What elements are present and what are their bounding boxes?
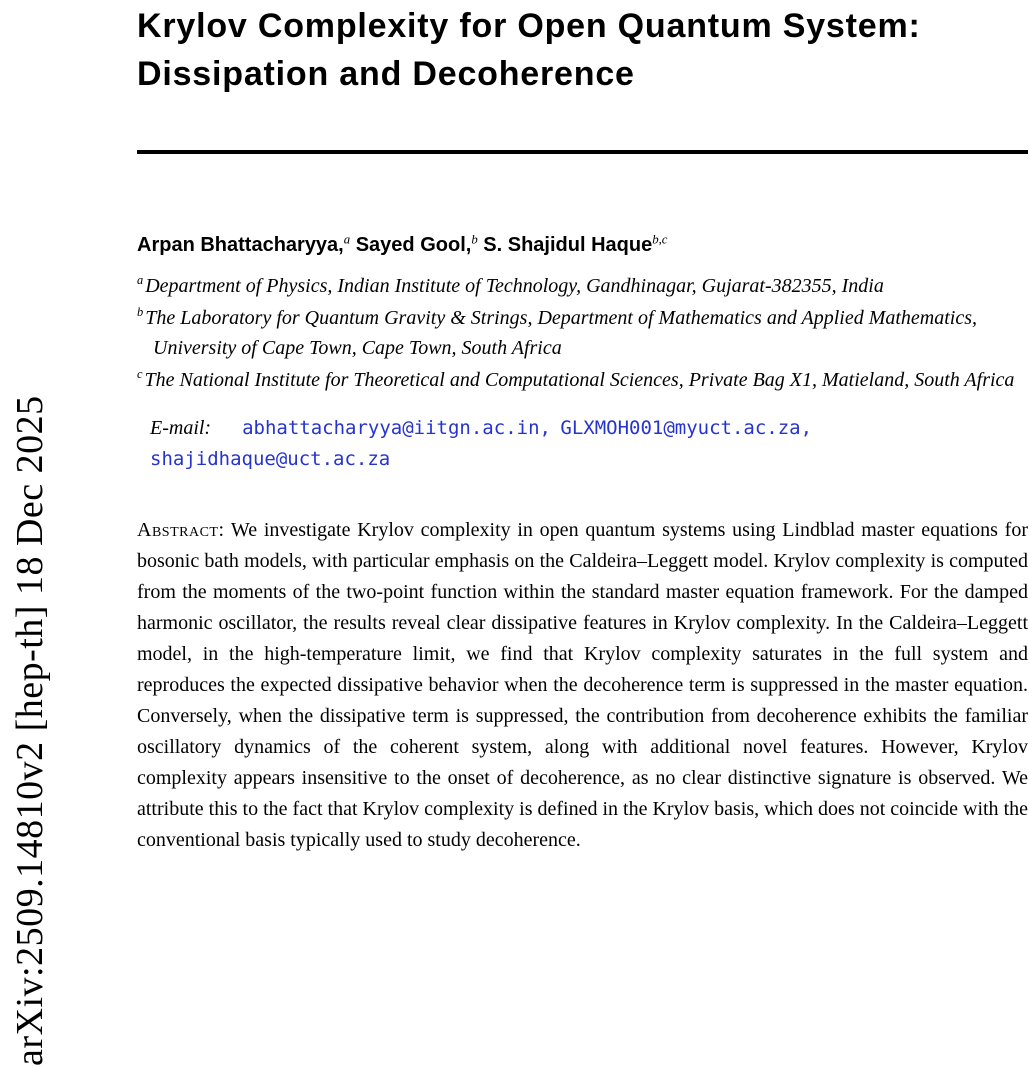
author (356, 234, 478, 256)
author-name: Arpan Bhattacharyya, (137, 234, 344, 256)
affiliation-text: Department of Physics, Indian Institute of Technology, Gandhinagar, Gujarat-382355, India (145, 275, 884, 297)
affiliation-superscript: a (137, 273, 144, 288)
author (483, 234, 667, 256)
abstract-text: We investigate Krylov complexity in open quantum systems using Lindblad master equations for bosonic bath models, with particular emphasis on the Caldeira–Leggett model. Krylov complexity is computed from the moments of the two-point function within the standard master equation framework. For the damped harmonic oscillator, the results reveal clear dissipative features in Krylov complexity. In the Caldeira–Leggett model, in the high-temperature limit, we find that Krylov complexity saturates in the full system and reproduces the expected dissipative behavior when the decoherence term is suppressed in the master equation. Conversely, when the dissipative term is suppressed, the contribution from decoherence exhibits the familiar oscillatory dynamics of the coherent system, along with additional novel features. However, Krylov complexity appears insensitive to the onset of decoherence, as no clear distinctive signature is observed. We attribute this to the fact that Krylov complexity is defined in the Krylov basis, which does not coincide with the conventional basis typically used to study decoherence. (137, 519, 1029, 851)
author-superscript: b (471, 232, 478, 247)
affiliation-item (137, 271, 1028, 301)
affiliation-list (137, 271, 1028, 395)
email-links[interactable]: abhattacharyya@iitgn.ac.in, GLXMOH001@myuct.ac.za, shajidhaque@uct.ac.za (150, 417, 813, 470)
paper-title (137, 2, 1028, 98)
affiliation-item (137, 303, 1028, 363)
author-name: Sayed Gool, (355, 234, 472, 256)
affiliation-text: The National Institute for Theoretical and Computational Sciences, Private Bag X1, Matieland, South Africa (144, 369, 1015, 391)
affiliation-item (137, 365, 1028, 395)
paper-title-line2: Dissipation and Decoherence (137, 55, 635, 93)
email-line (137, 413, 1028, 475)
title-rule (137, 150, 1028, 154)
affiliation-superscript: c (137, 367, 143, 382)
author-name: S. Shajidul Haque (483, 234, 653, 256)
arxiv-watermark: arXiv:2509.14810v2 [hep-th] 18 Dec 2025 (9, 395, 51, 1066)
paper-title-line1: Krylov Complexity for Open Quantum System: (137, 7, 921, 45)
abstract-label: Abstract: (137, 519, 225, 541)
email-label: E-mail: (150, 417, 212, 439)
author-superscript: a (343, 232, 351, 247)
author-line (137, 232, 1028, 258)
affiliation-superscript: b (137, 305, 144, 320)
paper-content (137, 0, 1028, 856)
affiliation-text: The Laboratory for Quantum Gravity & Strings, Department of Mathematics and Applied Mathematics, University of Cape Town, Cape Town, South Africa (145, 307, 977, 359)
author-superscript: b,c (652, 232, 668, 247)
abstract (137, 515, 1028, 856)
author (137, 234, 350, 256)
